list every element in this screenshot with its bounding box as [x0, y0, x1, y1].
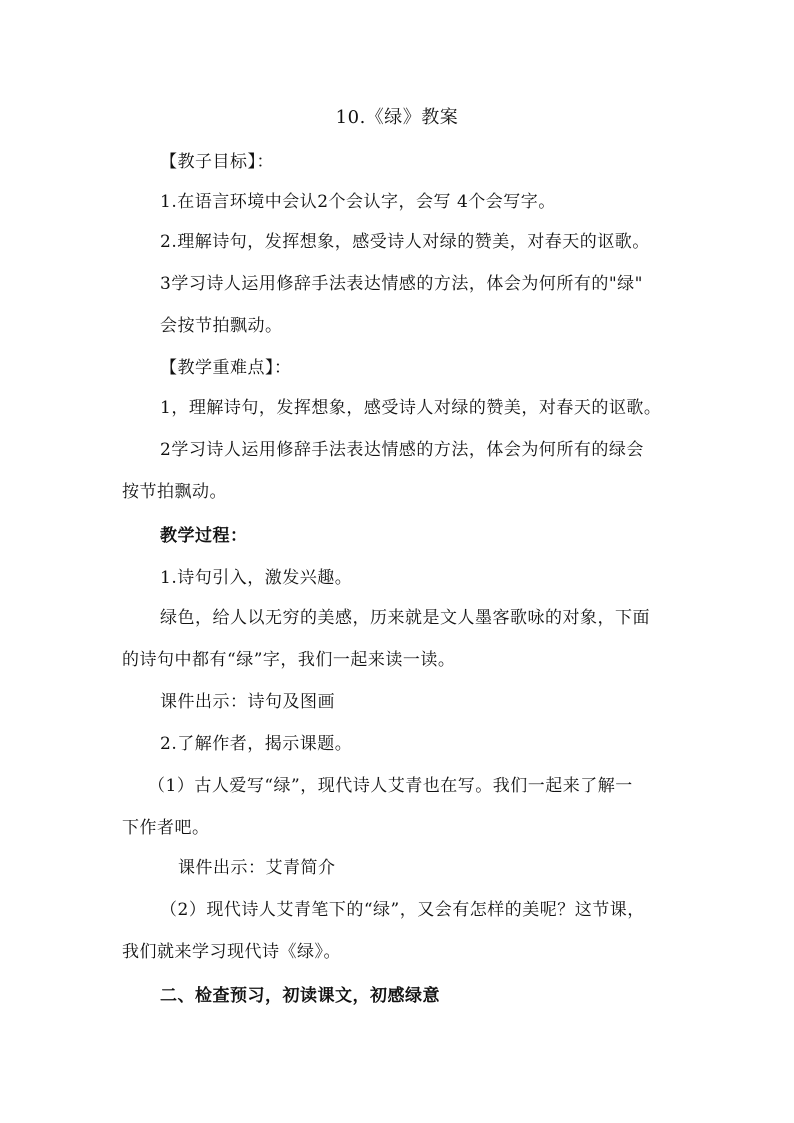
step-1-paragraph: 绿色，给人以无穷的美感，历来就是文人墨客歌咏的对象，下面 — [160, 608, 650, 628]
step-1-paragraph-cont: 的诗句中都有“绿”字，我们一起来读一读。 — [122, 650, 456, 670]
document-title: 10.《绿》教案 — [335, 107, 459, 128]
step-2-item-2: （2）现代诗人艾青笔下的“绿”，又会有怎样的美呢？这节课， — [160, 900, 645, 920]
step-2-heading: 2.了解作者，揭示课题。 — [160, 734, 353, 754]
key-point-2-cont: 按节拍飘动。 — [122, 482, 227, 502]
section-heading-preview: 二、检查预习，初读课文，初感绿意 — [160, 986, 440, 1006]
step-2-item-1-cont: 下作者吧。 — [122, 818, 210, 838]
step-2-item-2-cont: 我们就来学习现代诗《绿》。 — [122, 942, 341, 962]
section-heading-objectives: 【教子目标】： — [160, 152, 274, 172]
step-2-item-1: （1）古人爱写“绿”，现代诗人艾青也在写。我们一起来了解一 — [148, 776, 633, 796]
objective-2: 2.理解诗句，发挥想象，感受诗人对绿的赞美，对春天的讴歌。 — [160, 232, 650, 252]
objective-3: 3学习诗人运用修辞手法表达情感的方法，体会为何所有的"绿" — [160, 274, 643, 294]
section-heading-key-points: 【教学重难点】： — [160, 358, 292, 378]
objective-3-cont: 会按节拍飘动。 — [160, 316, 283, 336]
key-point-1: 1，理解诗句，发挥想象，感受诗人对绿的赞美，对春天的讴歌。 — [160, 398, 662, 418]
section-heading-process: 教学过程： — [160, 526, 248, 546]
step-1-heading: 1.诗句引入，激发兴趣。 — [160, 568, 353, 588]
objective-1: 1.在语言环境中会认2个会认字，会写 4个会写字。 — [160, 192, 556, 212]
courseware-note-2: 课件出示：艾青简介 — [178, 858, 336, 878]
courseware-note-1: 课件出示：诗句及图画 — [160, 692, 335, 712]
key-point-2: 2学习诗人运用修辞手法表达情感的方法，体会为何所有的绿会 — [160, 440, 644, 460]
